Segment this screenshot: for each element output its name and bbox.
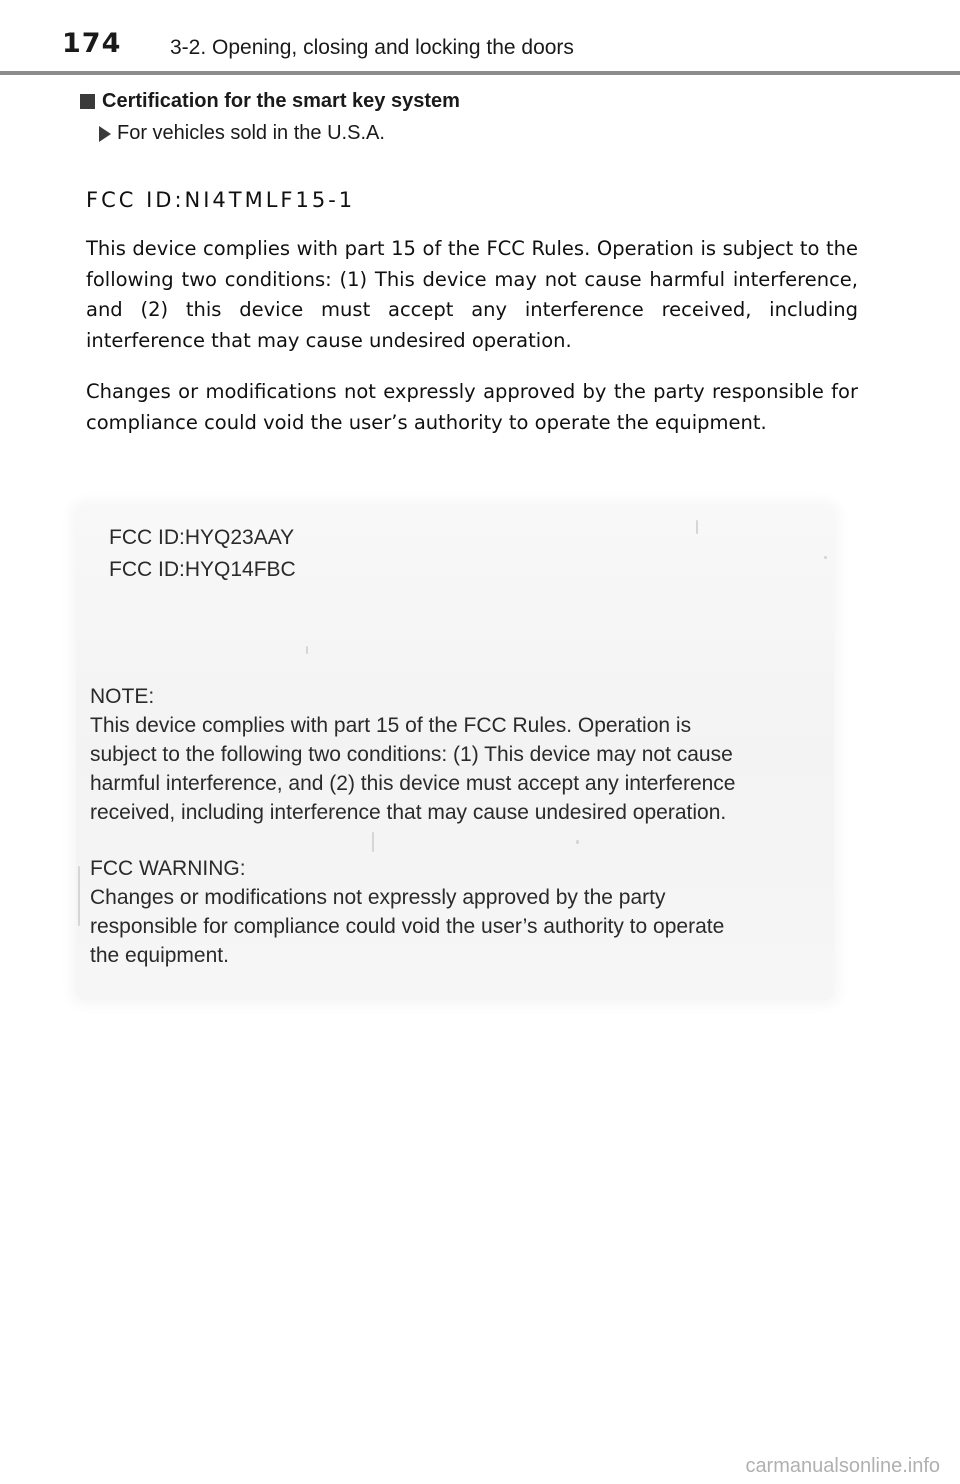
warning-line: responsible for compliance could void the user’s authority to operate xyxy=(90,915,725,938)
scan-speck xyxy=(576,840,579,844)
section-heading xyxy=(80,90,460,113)
square-bullet-icon xyxy=(80,94,95,109)
fcc-id-text: FCC ID:NI4TMLF15-1 xyxy=(86,188,356,212)
note-title: NOTE: xyxy=(90,685,155,708)
note-line: received, including interference that may cause undesired operation. xyxy=(90,801,727,824)
note-line: This device complies with part 15 of the FCC Rules. Operation is xyxy=(90,714,692,737)
subheading-text: For vehicles sold in the U.S.A. xyxy=(117,122,385,144)
scan-speck xyxy=(372,832,374,852)
scanned-fcc-label xyxy=(76,506,834,1000)
note-line: subject to the following two conditions: (1) This device may not cause xyxy=(90,743,733,766)
triangle-bullet-icon xyxy=(99,126,111,142)
note-line: harmful interference, and (2) this device must accept any interference xyxy=(90,772,736,795)
heading-text: Certification for the smart key system xyxy=(102,90,460,112)
header-divider xyxy=(0,71,960,75)
compliance-paragraph: This device complies with part 15 of the FCC Rules. Operation is subject to the following two conditions: (1) This device may not cause harmful interference, and (2) this device must accept any interference received, including interference that may cause undesired operation. xyxy=(86,237,858,352)
scan-speck xyxy=(696,520,698,534)
fcc-warning-block xyxy=(90,854,724,970)
fcc-label-nI4tmlf15 xyxy=(86,186,858,438)
scan-speck xyxy=(78,866,80,926)
page-number: 174 xyxy=(62,28,122,59)
watermark: carmanualsonline.info xyxy=(745,1455,940,1477)
fcc-id-hyq14fbc: FCC ID:HYQ14FBC xyxy=(109,558,296,581)
page-header xyxy=(0,0,960,74)
section-title: 3-2. Opening, closing and locking the doors xyxy=(170,36,574,59)
warning-line: the equipment. xyxy=(90,944,229,967)
note-block xyxy=(90,682,735,827)
warning-line: Changes or modifications not expressly approved by the party xyxy=(90,886,666,909)
region-subheading xyxy=(99,122,385,145)
scan-speck xyxy=(824,556,827,559)
fcc-id-hyq23aay: FCC ID:HYQ23AAY xyxy=(109,526,295,549)
modification-warning-paragraph: Changes or modifications not expressly approved by the party responsible for compliance could void the user’s authority to operate the equipment. xyxy=(86,380,858,434)
warning-title: FCC WARNING: xyxy=(90,857,246,880)
scan-speck xyxy=(306,646,308,654)
